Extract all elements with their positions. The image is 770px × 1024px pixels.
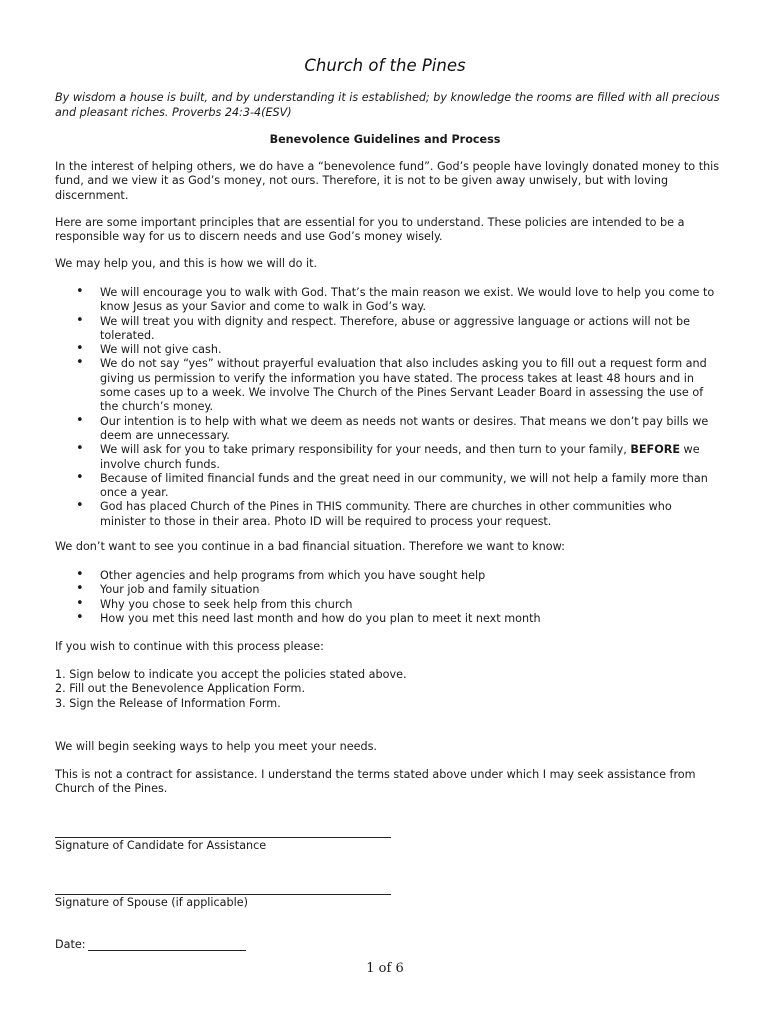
- list-item: • We will encourage you to walk with God. That’s the main reason we exist. We would love to help you come to know Jesus as your Savior and come to walk in God’s way.: [55, 286, 720, 315]
- list-item: • We will not give cash.: [55, 343, 720, 357]
- list-item: • Why you chose to seek help from this church: [55, 598, 720, 612]
- continue-intro: If you wish to continue with this process please:: [55, 640, 324, 653]
- principles-paragraph: Here are some important principles that are essential for you to understand. These policies are intended to be a responsible way for us to discern needs and use God’s money wisely.: [55, 216, 685, 244]
- document-title: Church of the Pines: [304, 56, 466, 75]
- steps-list: [55, 668, 720, 711]
- list-item: • We do not say “yes” without prayerful evaluation that also includes asking you to fill out a request form and giving us permission to verify the information you have stated. The process takes at least 48 hours and in some cases up to a week. We involve The Church of the Pines Servant Leader Board in assessing the use of the church’s money.: [55, 357, 720, 414]
- list-item: • Our intention is to help with what we deem as needs not wants or desires. That means we don’t pay bills we deem are unnecessary.: [55, 415, 720, 444]
- spouse-signature-line[interactable]: [55, 894, 391, 895]
- date-line[interactable]: [88, 938, 246, 951]
- list-item: • Other agencies and help programs from which you have sought help: [55, 569, 720, 583]
- seeking-paragraph: We will begin seeking ways to help you meet your needs.: [55, 740, 377, 753]
- step-item: 3. Sign the Release of Information Form.: [55, 696, 281, 710]
- list-item: • Your job and family situation: [55, 583, 720, 597]
- list-item: [55, 443, 720, 472]
- step-item: 2. Fill out the Benevolence Application Form.: [55, 682, 305, 696]
- help-list: [55, 286, 720, 529]
- candidate-signature-label: Signature of Candidate for Assistance: [55, 839, 267, 852]
- date-field-row: [55, 938, 246, 951]
- step-item: 1. Sign below to indicate you accept the policies stated above.: [55, 668, 407, 681]
- list-item: • Because of limited financial funds and the great need in our community, we will not help a family more than once a year.: [55, 472, 720, 501]
- page-indicator: 1 of 6: [366, 961, 404, 976]
- list-item-text: We will ask for you to take primary responsibility for your needs, and then turn to your family,: [100, 443, 631, 457]
- contract-paragraph: This is not a contract for assistance. I understand the terms stated above under which I may seek assistance from Church of the Pines.: [55, 768, 696, 796]
- know-list: [55, 569, 720, 626]
- spouse-signature-label: Signature of Spouse (if applicable): [55, 896, 248, 909]
- date-label: Date:: [55, 938, 86, 951]
- epigraph-quote: By wisdom a house is built, and by understanding it is established; by knowledge the rooms are filled with all precious and pleasant riches. Proverbs 24:3-4(ESV): [55, 91, 720, 119]
- list-item: • God has placed Church of the Pines in THIS community. There are churches in other communities who minister to those in their area. Photo ID will be required to process your request.: [55, 500, 720, 529]
- candidate-signature-line[interactable]: [55, 837, 391, 838]
- list-item: • How you met this need last month and how do you plan to meet it next month: [55, 612, 720, 626]
- list-item: • We will treat you with dignity and respect. Therefore, abuse or aggressive language or actions will not be tolerated.: [55, 315, 720, 344]
- know-intro: We don’t want to see you continue in a bad financial situation. Therefore we want to know:: [55, 540, 565, 553]
- help-intro: We may help you, and this is how we will do it.: [55, 257, 318, 270]
- intro-paragraph: In the interest of helping others, we do have a “benevolence fund”. God’s people have lovingly donated money to this fund, and we view it as God’s money, not ours. Therefore, it is not to be given away unwisely, but with loving discernment.: [55, 160, 720, 202]
- emphasis-before: BEFORE: [630, 443, 680, 457]
- list-item-text: we involve church funds.: [100, 443, 700, 471]
- section-heading: Benevolence Guidelines and Process: [269, 133, 501, 146]
